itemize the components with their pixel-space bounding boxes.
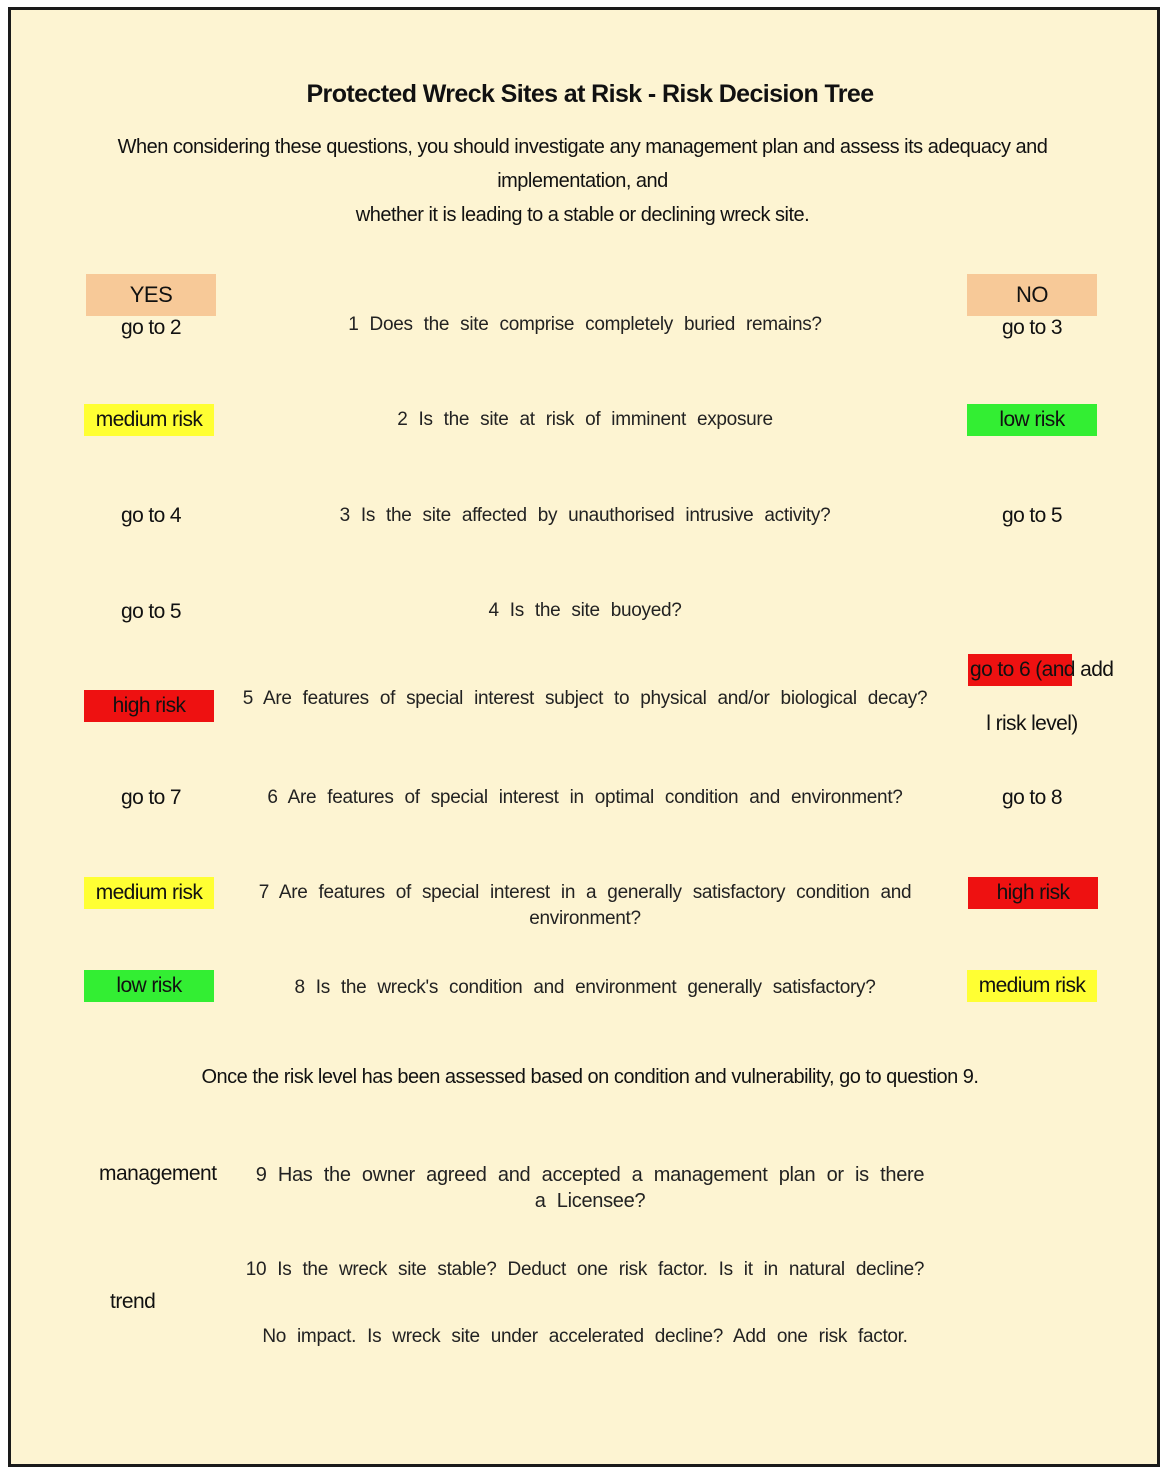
management-label: management (99, 1162, 217, 1185)
no-outcome-6: go to 8 (1001, 786, 1063, 809)
no-outcome-5-line-1: go to 6 (and add (968, 654, 1072, 686)
yes-outcome-2: medium risk (84, 404, 214, 436)
no-outcome-2: low risk (967, 404, 1097, 436)
question-3: 3 Is the site affected by unauthorised intrusive activity? (339, 505, 831, 526)
question-10-line-1: 10 Is the wreck site stable? Deduct one risk factor. Is it in natural decline? (245, 1259, 925, 1280)
question-10-line-2: No impact. Is wreck site under accelerated decline? Add one risk factor. (262, 1326, 908, 1347)
no-outcome-3: go to 5 (1001, 504, 1063, 527)
yes-column-header: YES (86, 274, 216, 316)
intro-line-1: When considering these questions, you should investigate any management plan and assess its adequacy and implementation, and (117, 136, 1048, 192)
yes-outcome-7: medium risk (84, 877, 214, 909)
trend-label: trend (110, 1290, 156, 1313)
intro-text (60, 130, 1105, 232)
no-outcome-8: medium risk (967, 970, 1097, 1002)
yes-outcome-4: go to 5 (120, 600, 182, 623)
page-title: Protected Wreck Sites at Risk - Risk Decision Tree (306, 80, 874, 108)
question-4: 4 Is the site buoyed? (488, 600, 682, 621)
no-outcome-5-line-2: l risk level) (986, 712, 1078, 735)
question-2: 2 Is the site at risk of imminent exposure (397, 409, 773, 430)
yes-outcome-3: go to 4 (120, 504, 182, 527)
question-8: 8 Is the wreck's condition and environment generally satisfactory? (294, 977, 876, 998)
question-1: 1 Does the site comprise completely buried remains? (348, 314, 822, 335)
intro-line-2: whether it is leading to a stable or declining wreck site. (355, 204, 810, 226)
question-5: 5 Are features of special interest subject to physical and/or biological decay? (242, 688, 928, 709)
yes-outcome-5: high risk (84, 690, 214, 722)
assessment-note: Once the risk level has been assessed based on condition and vulnerability, go to question 9. (201, 1066, 979, 1088)
yes-outcome-1: go to 2 (120, 316, 182, 339)
no-outcome-7: high risk (968, 877, 1098, 909)
no-column-header: NO (967, 274, 1097, 316)
yes-outcome-8: low risk (84, 970, 214, 1002)
question-7: 7 Are features of special interest in a generally satisfactory condition and environment? (258, 882, 912, 929)
question-9: 9 Has the owner agreed and accepted a management plan or is there a Licensee? (255, 1164, 925, 1212)
no-outcome-1: go to 3 (1001, 316, 1063, 339)
question-6: 6 Are features of special interest in optimal condition and environment? (267, 787, 903, 808)
yes-outcome-6: go to 7 (120, 786, 182, 809)
